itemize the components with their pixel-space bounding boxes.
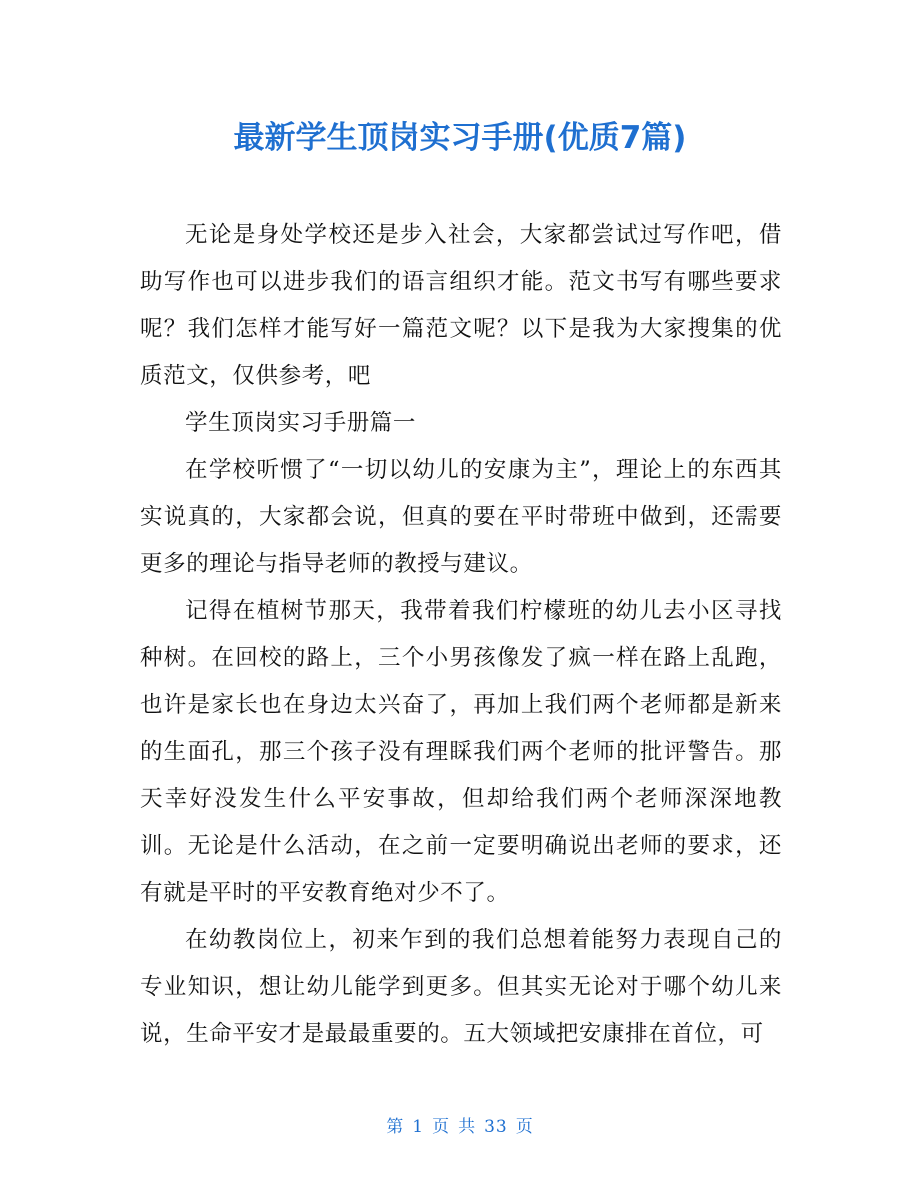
footer-total-label: 共	[458, 1117, 477, 1137]
body-paragraph: 在学校听惯了“一切以幼儿的安康为主”，理论上的东西其实说真的，大家都会说，但真的要在平时带班中做到，还需要更多的理论与指导老师的教授与建议。	[140, 457, 782, 577]
footer-total-pages: 33	[484, 1117, 508, 1137]
footer-total-unit: 页	[515, 1117, 534, 1137]
body-paragraph: 在幼教岗位上，初来乍到的我们总想着能努力表现自己的专业知识，想让幼儿能学到更多。但其实无论对于哪个幼儿来说，生命平安才是最最重要的。五大领域把安康排在首位，可	[140, 927, 782, 1047]
footer-page-unit: 页	[432, 1117, 451, 1137]
footer-current-page: 1	[412, 1117, 425, 1137]
page-footer	[0, 1112, 920, 1137]
document-body	[140, 212, 782, 1058]
section-heading: 学生顶岗实习手册篇一	[185, 410, 417, 436]
body-paragraph: 记得在植树节那天，我带着我们柠檬班的幼儿去小区寻找种树。在回校的路上，三个小男孩像发了疯一样在路上乱跑，也许是家长也在身边太兴奋了，再加上我们两个老师都是新来的生面孔，那三个孩子没有理睬我们两个老师的批评警告。那天幸好没发生什么平安事故，但却给我们两个老师深深地教训。无论是什么活动，在之前一定要明确说出老师的要求，还有就是平时的平安教育绝对少不了。	[140, 598, 782, 906]
intro-paragraph: 无论是身处学校还是步入社会，大家都尝试过写作吧，借助写作也可以进步我们的语言组织才能。范文书写有哪些要求呢？我们怎样才能写好一篇范文呢？以下是我为大家搜集的优质范文，仅供参考，吧	[140, 222, 782, 389]
footer-page-label: 第	[386, 1117, 405, 1137]
document-title: 最新学生顶岗实习手册(优质7篇)	[233, 120, 687, 156]
